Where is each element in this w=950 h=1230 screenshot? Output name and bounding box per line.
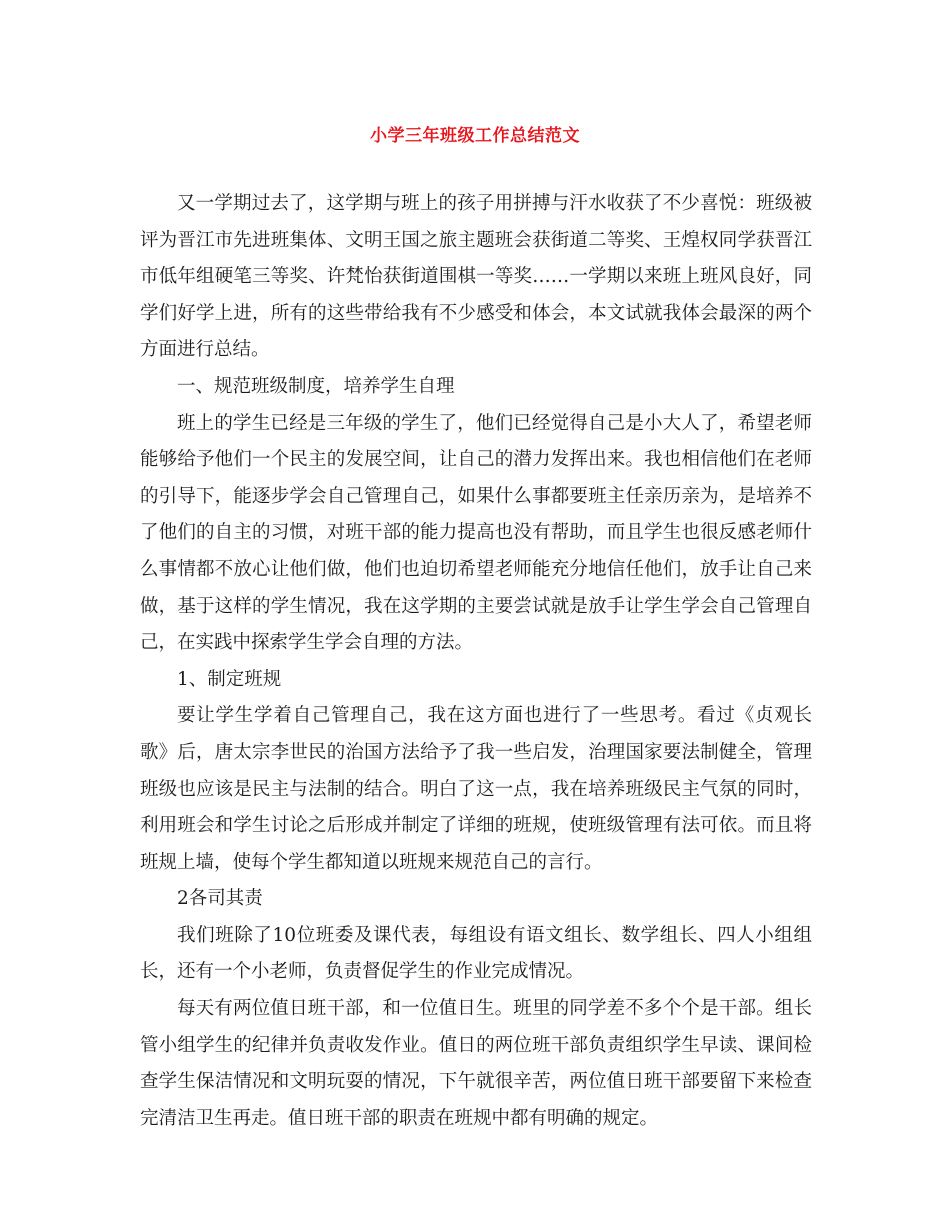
paragraph-section-1: 班上的学生已经是三年级的学生了，他们已经觉得自己是小大人了，希望老师能够给予他们一个民主的发展空间，让自己的潜力发挥出来。我也相信他们在老师的引导下，能逐步学会自己管理自己，如果什么事都要班主任亲历亲为，是培养不了他们的自主的习惯，对班干部的能力提高也没有帮助，而且学生也很反感老师什么事情都不放心让他们做，他们也迫切希望老师能充分地信任他们，放手让自己来做，基于这样的学生情况，我在这学期的主要尝试就是放手让学生学会自己管理自己，在实践中探索学生学会自理的方法。 (140, 412, 812, 654)
subheading-1: 1、制定班规 (177, 668, 282, 690)
paragraph-class-committee: 我们班除了10位班委及课代表，每组设有语文组长、数学组长、四人小组组长，还有一个小老师，负责督促学生的作业完成情况。 (140, 924, 812, 983)
paragraph-class-rules: 要让学生学着自己管理自己，我在这方面也进行了一些思考。看过《贞观长歌》后，唐太宗李世民的治国方法给予了我一些启发，治理国家要法制健全，管理班级也应该是民主与法制的结合。明白了这一点，我在培养班级民主气氛的同时，利用班会和学生讨论之后形成并制定了详细的班规，使班级管理有法可依。而且将班规上墙，使每个学生都知道以班规来规范自己的言行。 (140, 705, 812, 873)
paragraph-duty-leaders: 每天有两位值日班干部，和一位值日生。班里的同学差不多个个是干部。组长管小组学生的纪律并负责收发作业。值日的两位班干部负责组织学生早读、课间检查学生保洁情况和文明玩耍的情况，下午就很辛苦，两位值日班干部要留下来检查完清洁卫生再走。值日班干部的职责在班规中都有明确的规定。 (140, 998, 812, 1129)
document-body (140, 186, 812, 1137)
paragraph-intro: 又一学期过去了，这学期与班上的孩子用拼搏与汗水收获了不少喜悦：班级被评为晋江市先进班集体、文明王国之旅主题班会获街道二等奖、王煌权同学获晋江市低年组硬笔三等奖、许梵怡获街道围棋一等奖……一学期以来班上班风良好，同学们好学上进，所有的这些带给我有不少感受和体会，本文试就我体会最深的两个方面进行总结。 (140, 193, 812, 361)
section-heading-1: 一、规范班级制度，培养学生自理 (177, 375, 455, 397)
subheading-2: 2各司其责 (177, 888, 263, 910)
document-title: 小学三年班级工作总结范文 (370, 126, 580, 146)
